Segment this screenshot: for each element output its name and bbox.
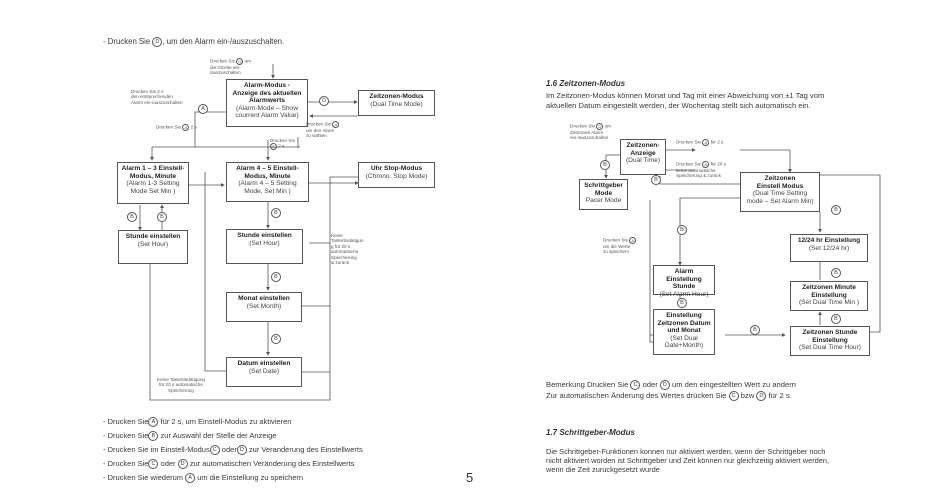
zz-hour-sub: (Set Dual Time Hour): [799, 344, 861, 352]
alarm-mode-sub2: courrent Alarm Value): [235, 112, 299, 120]
intro-line-2: aktuellen Datum eingestellt werden, der Wochentag stellt sich automatisch ein.: [546, 101, 811, 110]
alarm45-title2: Modus, Minute: [244, 172, 291, 180]
zz-hour-title2: Einstellung: [812, 336, 848, 344]
note-r-toggle-1: Drucken Sie: [570, 123, 596, 129]
note-r-20s-1b: für 20 s: [710, 161, 726, 167]
remark-1b: oder: [642, 380, 658, 389]
box-dual-hour: [790, 326, 870, 356]
note-top-line2: die Glocke ein-: [210, 65, 241, 70]
a-button-icon: A: [182, 124, 189, 131]
note-r-toggle-2: Zeitzonen Alarm: [570, 130, 604, 135]
d-button-icon: D: [236, 58, 243, 65]
remark-line-2: [546, 391, 792, 401]
bullet-1-a: Drucken Sie: [107, 417, 149, 426]
bullet-3-a: Drucken Sie im Einstell-Modus: [107, 445, 210, 454]
date-title: Datum einstellen: [237, 360, 291, 367]
b-button-icon: B: [157, 212, 167, 222]
remark-line-1: [546, 380, 796, 390]
alarm-mode-sub: (Alarm-Mode – Show: [236, 104, 298, 112]
box-set-hour-mid: [226, 229, 303, 264]
remark-2a: Zur automatischen Änderung des Wertes drücken Sie: [546, 391, 727, 400]
pacer-para-1: Die Schrittgeber-Funktionen konnen nur aktiviert werden, wenn der Schrittgeber noch: [546, 447, 826, 456]
a-button-icon: A: [185, 473, 195, 483]
alarm-toggle-line: - Drucken Sie D , um den Alarm ein-/auszuschalten.: [103, 37, 285, 47]
note-r-20s-1: Drucken Sie: [676, 161, 702, 167]
b-button-icon: B: [677, 298, 687, 308]
c-button-icon: C: [148, 459, 158, 469]
zz-setting-title2: Einstell Modus: [756, 182, 804, 190]
a-button-icon: A: [198, 104, 208, 114]
note-no-key-1: Keine: [331, 233, 343, 238]
a-button-icon: A: [270, 143, 277, 150]
alarm45-sub2: Mode, Set Min ): [244, 187, 291, 195]
alarm-mode-title: Alarm-Modus -: [243, 82, 291, 89]
a-button-icon: A: [332, 121, 339, 128]
hour-mid-sub: (Set Hour): [249, 239, 280, 247]
note-r-a2s: [676, 139, 723, 146]
note-r-toggle: [570, 123, 611, 141]
d-button-icon: D: [319, 96, 329, 106]
pacer-sub: Pacer Mode: [585, 197, 622, 205]
note-top-line3: /auszuschalten: [210, 70, 241, 76]
alarm-hour-title2: Stunde: [672, 283, 696, 291]
note-no-key-3: g für 20 s: [331, 243, 351, 249]
box-stopwatch-mode: [358, 162, 435, 188]
alarm-hour-title: Alarm Einstellung: [666, 268, 702, 283]
box-alarm-1-3: [117, 162, 189, 204]
zz-setting-title: Zeitzonen: [764, 175, 796, 182]
remark-1a: Bemerkung Drucken Sie: [546, 380, 629, 389]
section-heading-1-6: 1.6 Zeitzonen-Modus: [546, 79, 626, 88]
box-dual-date-month: [653, 309, 715, 355]
note-left: [131, 89, 183, 105]
note-bottom-1: Keine Tastenbetätigung: [157, 377, 205, 382]
note-r-save-2: um die Werte: [603, 244, 631, 249]
a-button-icon: A: [629, 237, 636, 244]
note-bottom: [157, 377, 205, 393]
zz-display-sub: (Dual Time): [625, 157, 661, 165]
note-no-key-6: & zurück: [331, 260, 349, 266]
alarm-mode-title2: Anzeige des aktuellen: [232, 89, 302, 97]
note-r-save-3: zu speichern: [603, 249, 630, 255]
alarm13-sub: (Alarm 1-3 Setting: [126, 180, 180, 188]
alarm45-sub: (Alarm 4 – 5 Setting: [238, 180, 297, 188]
stopwatch-title: Uhr Stop-Modus: [370, 165, 423, 172]
hour-left-sub: (Set Hour): [137, 240, 169, 248]
b-button-icon: B: [831, 205, 841, 215]
note-press-a2-rest: 2 s: [190, 124, 197, 130]
note-select-alarm-1: Drucken Sie: [306, 121, 332, 127]
zz-date-sub: (Set Dual: [670, 334, 698, 342]
note-r-20s-2: keine automatische: [676, 168, 716, 173]
box-dual-time-display: [620, 139, 666, 175]
bullet-4-a: Drucken Sie: [107, 459, 149, 468]
d-button-icon: D: [660, 380, 670, 390]
bullet-1-b: für 2 s, um Einstell-Modus zu aktivieren: [158, 417, 292, 426]
note-no-key-2: Tastenbetätigun: [331, 238, 364, 244]
bullet-4: - Drucken Sie C oder D zur automatischen Veränderung des Einstellwerts: [103, 459, 355, 468]
h1224-sub: (Set 12/24 hr): [808, 244, 850, 252]
box-dual-minute: [790, 281, 868, 311]
note-select-alarm-3: zu wählen: [306, 133, 327, 139]
alarm-toggle-rest: , um den Alarm ein-/auszuschalten.: [162, 37, 285, 47]
date-sub: (Set Date): [248, 367, 280, 375]
h1224-title: 12/24 hr Einstellung: [797, 237, 861, 244]
b-button-icon: B: [127, 212, 137, 222]
bullet-5-a: Drucken Sie wiederum: [107, 473, 186, 482]
note-r-20s-3: Speicherung & zurück: [676, 173, 721, 179]
note-mid: [270, 138, 295, 150]
section-heading-1-7: 1.7 Schrittgeber-Modus: [546, 428, 635, 437]
a-button-icon: A: [148, 417, 158, 427]
note-left-line2: den entsprechenden: [131, 94, 173, 100]
note-bottom-3: Speicherung: [168, 387, 194, 393]
note-select-alarm: [306, 121, 339, 139]
box-pacer-mode: [579, 179, 628, 210]
bullet-5-b: um die Einstellung zu speichern: [195, 473, 304, 482]
a-button-icon: A: [702, 161, 709, 168]
note-r-save-1: Drucken Sie: [603, 237, 629, 243]
b-button-icon: B: [677, 225, 687, 235]
bullet-3: - Drucken Sie im Einstell-Modus C oder D zur Veranderung des Einstellwerts: [103, 445, 363, 454]
remark-1c: um den eingestellten Wert zu andern: [672, 380, 796, 389]
box-alarm-4-5: [226, 162, 309, 202]
zz-date-title2: Zeitzonen Datum: [657, 319, 711, 327]
b-button-icon: B: [651, 175, 661, 185]
c-button-icon: C: [210, 445, 220, 455]
zz-minute-title: Zeitzonen Minute: [802, 284, 856, 291]
note-top: Drucken Sie D um die Glocke ein- /auszuschalten: [210, 58, 251, 76]
alarm45-title: Alarm 4 – 5 Einstell-: [236, 165, 299, 172]
hour-left-title: Stunde einstellen: [125, 233, 181, 240]
alarm-mode-title3: Alarmwerts: [249, 97, 285, 105]
note-r-a2s-1: Drucken Sie: [676, 139, 702, 145]
bullet-1: - Drucken Sie A für 2 s, um Einstell-Modus zu aktivieren: [103, 417, 292, 426]
note-r-20s: [676, 161, 726, 179]
zz-date-title3: und Monat: [667, 327, 701, 335]
bullet-2: - Drucken Sie B zur Auswahl der Stelle der Anzeige: [103, 431, 277, 440]
b-button-icon: B: [271, 272, 281, 282]
note-no-key-5: Speicherung: [331, 254, 357, 260]
d-button-icon: D: [237, 445, 247, 455]
b-button-icon: B: [271, 334, 281, 344]
zz-minute-title2: Einstellung: [811, 291, 847, 299]
alarm13-title2: Modus, Minute: [129, 172, 177, 180]
pacer-title2: Mode: [594, 189, 613, 197]
note-press-a2: [156, 124, 197, 131]
box-dual-time-mode: [358, 90, 435, 116]
b-button-icon: B: [750, 325, 760, 335]
bullet-3-b: oder: [219, 445, 237, 454]
alarm-toggle-text: Drucken Sie: [107, 37, 151, 47]
pacer-para-3: wenn die Zeit zuruckgesetzt wurde: [546, 465, 660, 474]
d-button-icon: D: [756, 391, 766, 401]
b-button-icon: B: [831, 268, 841, 278]
alarm-hour-sub: (Set Alarm Hour): [659, 290, 709, 298]
b-button-icon: B: [148, 431, 158, 441]
box-12-24-setting: [790, 234, 868, 262]
stopwatch-sub: (Chrono. Stop Mode): [365, 172, 428, 180]
remark-2c: für 2 s.: [768, 391, 792, 400]
box-dual-time-setting: [740, 172, 820, 212]
zz-minute-sub: (Set Dual Time Min ): [798, 299, 860, 307]
zz-display-title: Zeitzonen-: [626, 142, 660, 149]
note-r-toggle-3: ein-/auszuschalten: [570, 135, 609, 141]
d-button-icon: D: [152, 37, 162, 47]
zz-display-title2: Anzeige: [630, 149, 656, 157]
d-button-icon: D: [178, 459, 188, 469]
pacer-title: Schrittgeber: [584, 182, 623, 189]
b-button-icon: B: [271, 208, 281, 218]
note-no-key-4: automatische: [331, 249, 359, 255]
remark-2b: bzw: [740, 391, 755, 400]
month-sub: (Set Month): [246, 302, 282, 310]
zz-date-sub2: Date+Month): [664, 342, 704, 350]
month-title: Monat einstellen: [238, 295, 290, 302]
zz-setting-sub2: mode – Set Alarm Min): [746, 197, 814, 205]
box-alarm-mode: [226, 79, 308, 127]
box-set-date: [226, 357, 302, 387]
note-no-key: [331, 233, 363, 265]
bullet-5: - Drucken Sie wiederum A um die Einstellung zu speichern: [103, 473, 304, 482]
box-set-hour-left: [118, 230, 188, 264]
bullet-2-a: Drucken Sie: [107, 431, 149, 440]
c-button-icon: C: [729, 391, 739, 401]
b-button-icon: B: [600, 160, 610, 170]
note-bottom-2: für 20 s automatische: [159, 382, 203, 388]
note-left-line1: Drucken Sie 2 s: [131, 89, 164, 94]
box-alarm-hour: [653, 265, 715, 298]
bullet-2-b: zur Auswahl der Stelle der Anzeige: [158, 431, 277, 440]
dual-time-title: Zeitzonen-Modus: [369, 93, 424, 100]
bullet-4-b: oder: [158, 459, 178, 468]
zz-hour-title: Zeitzonen Stunde: [802, 329, 858, 336]
note-left-line3: Alarm ein-/auszuschalten: [131, 99, 183, 105]
note-top-line1: Drucken Sie: [210, 58, 236, 64]
d-button-icon: D: [596, 123, 603, 130]
zz-date-title: Einstellung: [666, 312, 702, 319]
alarm13-sub2: Mode Set Min ): [130, 187, 176, 195]
bullet-3-c: zur Veranderung des Einstellwerts: [246, 445, 363, 454]
note-press-a2-text: Drucken Sie: [156, 124, 182, 130]
box-set-month: [226, 292, 302, 322]
hour-mid-title: Stunde einstellen: [237, 232, 292, 239]
zz-setting-sub: (Dual Time Setting: [752, 190, 808, 198]
note-mid-2: 2 s: [278, 144, 285, 150]
c-button-icon: C: [630, 380, 640, 390]
note-r-save: [603, 237, 636, 255]
pacer-para-2: nicht aktiviert worden ist Schrittgeber und Zeit können nur gleichzeitig aktiviert werden,: [546, 456, 830, 465]
a-button-icon: A: [702, 139, 709, 146]
dual-time-sub: (Dual Time Mode): [370, 100, 423, 108]
note-r-toggle-1b: um: [604, 123, 611, 129]
alarm13-title: Alarm 1 – 3 Einstell-: [121, 165, 185, 172]
b-button-icon: B: [831, 314, 841, 324]
note-mid-1: Drucken Sie: [270, 138, 296, 143]
note-r-a2s-2: für 2 s: [710, 139, 724, 145]
note-select-alarm-2: um den Alarm: [306, 128, 335, 133]
bullet-4-c: zur automatischen Veränderung des Einstellwerts: [187, 459, 355, 468]
page-number: 5: [466, 470, 474, 485]
intro-line-1: Im Zeitzonen-Modus können Monat und Tag mit einer Abweichung von ±1 Tag vom: [546, 91, 825, 100]
